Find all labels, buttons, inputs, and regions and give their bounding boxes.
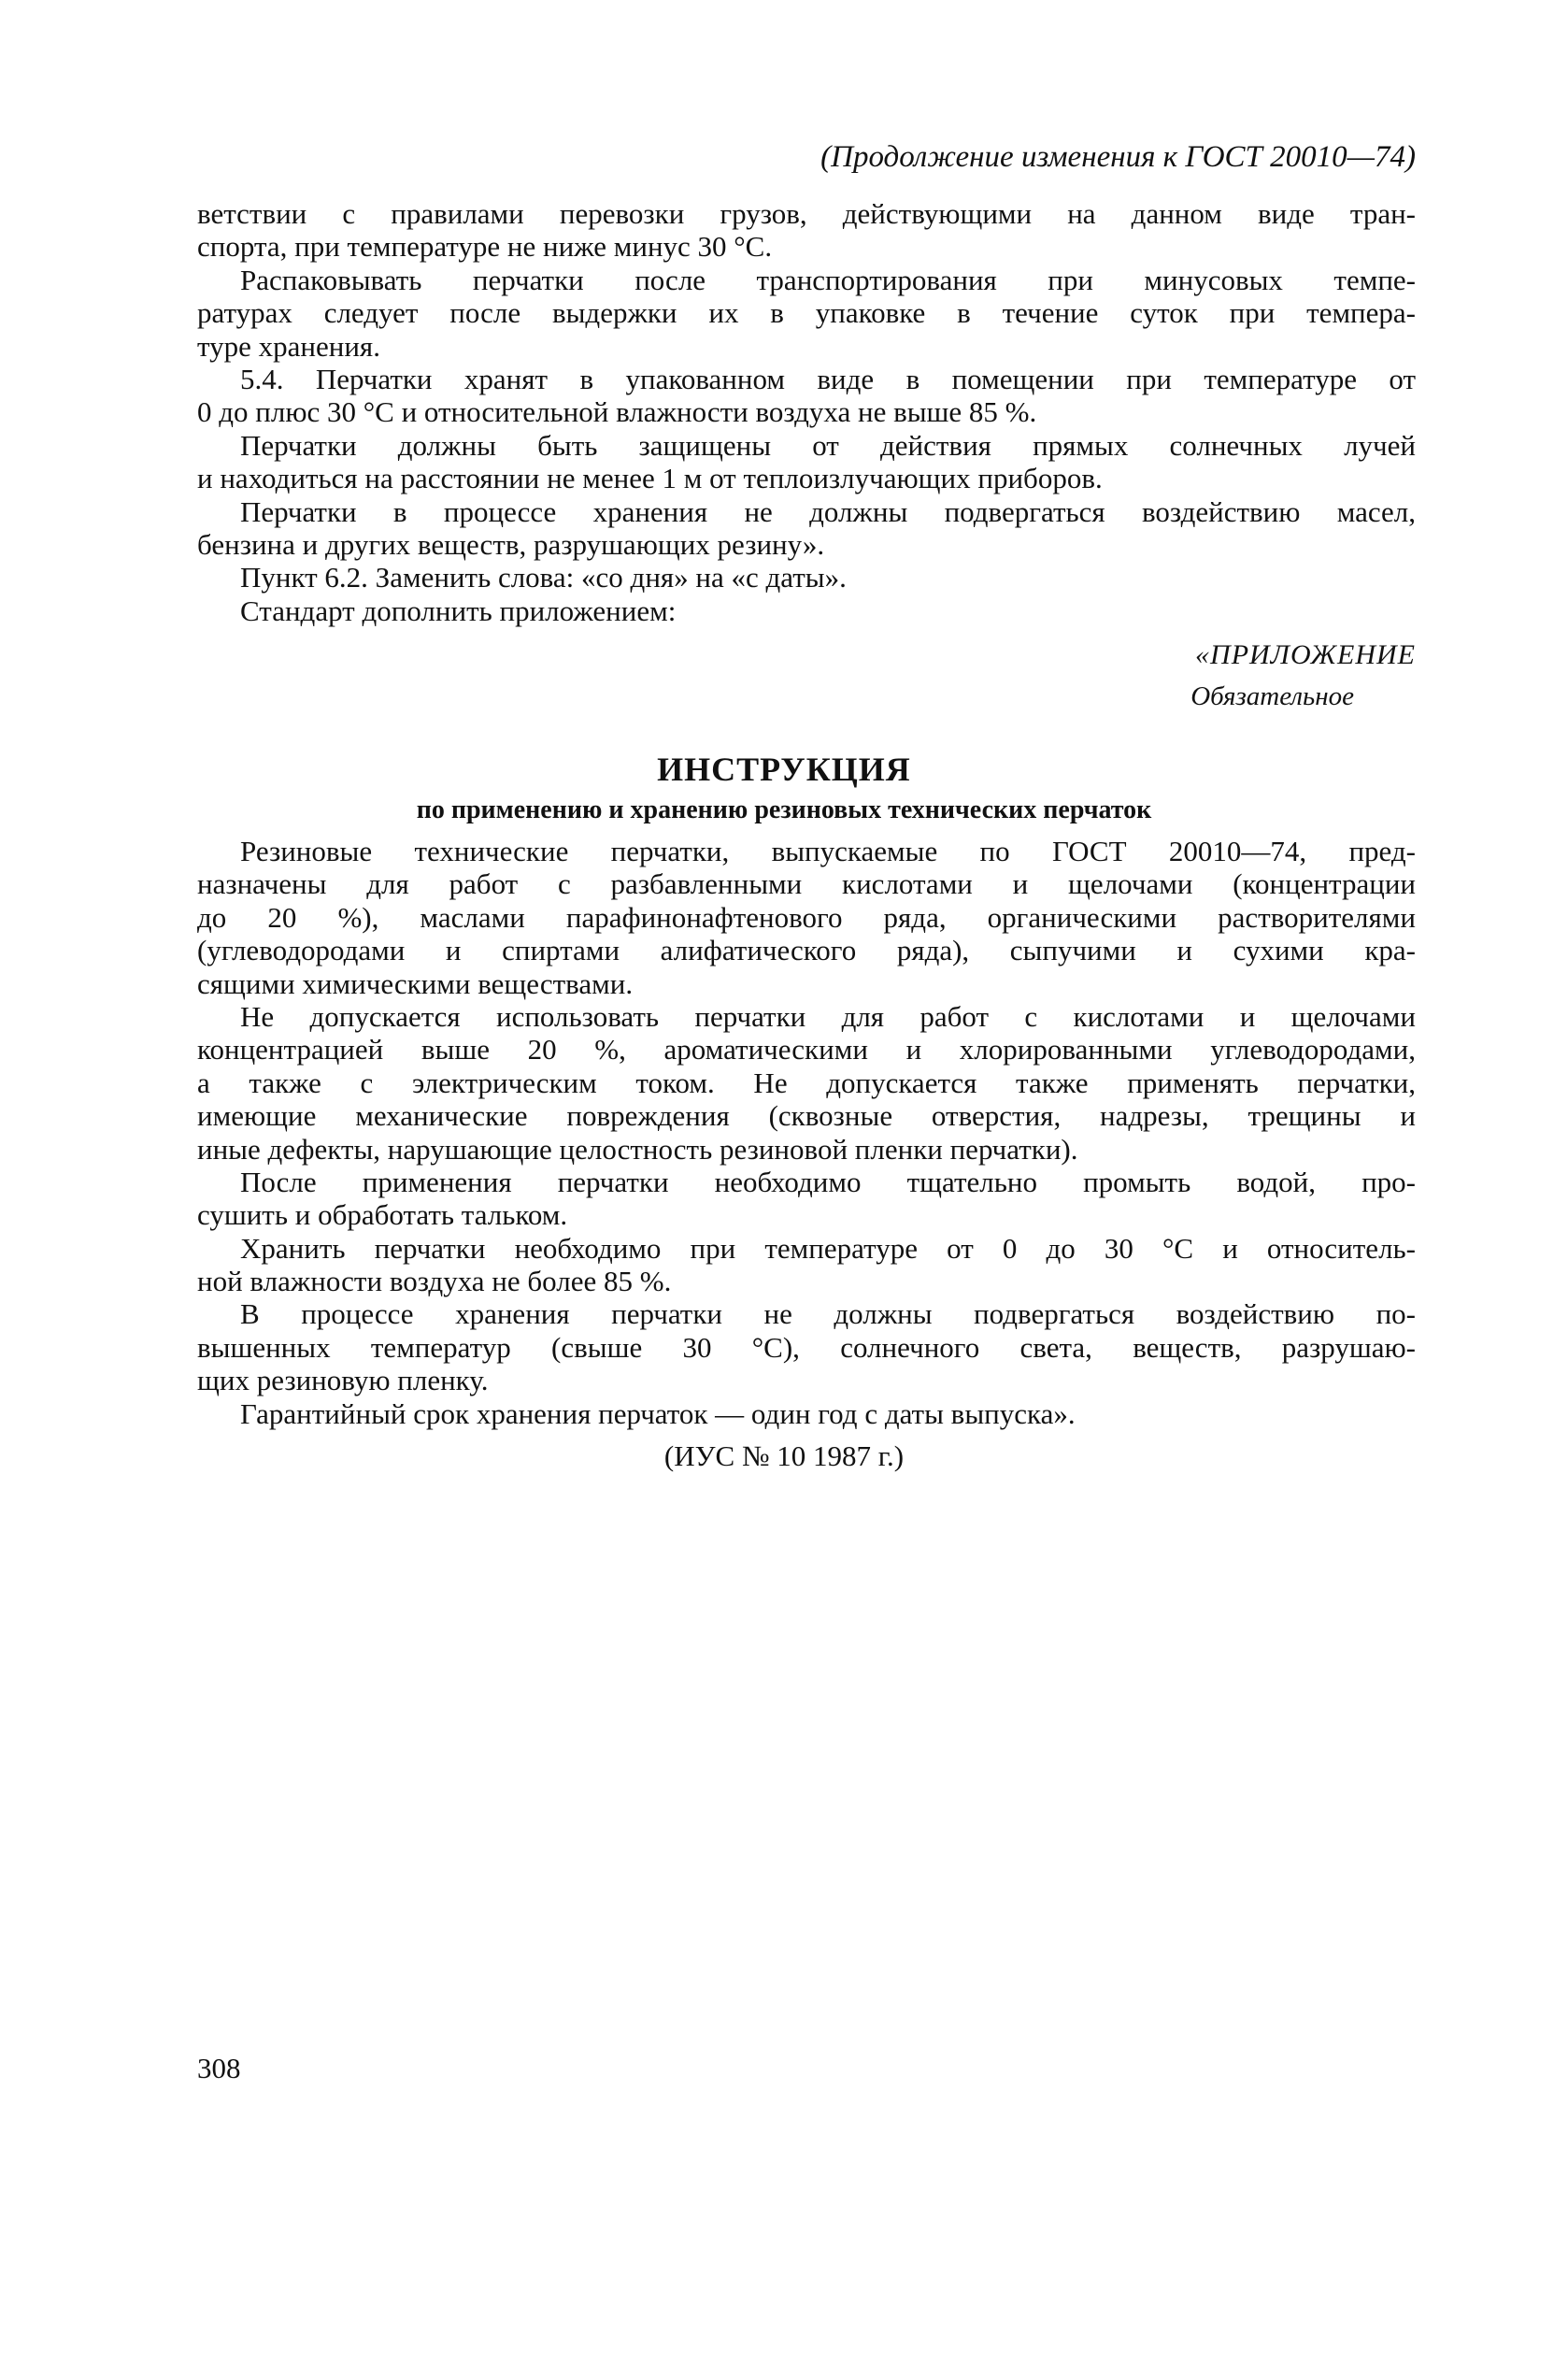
text-line: Перчатки в процессе хранения не должны подвергаться воздействию масел,	[240, 494, 1416, 528]
text-line: щих резиновую пленку.	[197, 1364, 489, 1397]
paragraph	[197, 363, 1416, 429]
paragraph	[197, 197, 1416, 264]
text-line: концентрацией выше 20 %, ароматическими и хлорированными углеводородами,	[197, 1033, 1416, 1066]
text-line: имеющие механические повреждения (сквозные отверстия, надрезы, трещины и	[197, 1099, 1416, 1133]
source-reference: (ИУС № 10 1987 г.)	[663, 1439, 905, 1472]
text-line: Не допускается использовать перчатки для работ с кислотами и щелочами	[240, 999, 1416, 1033]
text-line: а также с электрическим током. Не допускается также применять перчатки,	[197, 1066, 1416, 1099]
text-line: ной влажности воздуха не более 85 %.	[197, 1265, 672, 1298]
text-line: Резиновые технические перчатки, выпускаемые по ГОСТ 20010—74, пред-	[240, 835, 1416, 867]
text-line: туре хранения.	[197, 329, 380, 363]
text-line: назначены для работ с разбавленными кислотами и щелочами (концентрации	[197, 867, 1416, 901]
paragraph	[197, 495, 1416, 562]
text-line: спорта, при температуре не ниже минус 30 °С.	[197, 230, 773, 264]
paragraph	[197, 1232, 1416, 1298]
text-line: (углеводородами и спиртами алифатического ряда), сыпучими и сухими кра-	[197, 934, 1416, 967]
instruction-title: ИНСТРУКЦИЯ	[657, 751, 911, 788]
paragraph	[197, 561, 1416, 594]
text-line: вышенных температур (свыше 30 °С), солнечного света, веществ, разрушаю-	[197, 1330, 1416, 1364]
text-line: После применения перчатки необходимо тщательно промыть водой, про-	[240, 1165, 1416, 1198]
amendment-text	[197, 197, 1416, 627]
paragraph	[197, 1397, 1416, 1430]
page-number: 308	[197, 2052, 241, 2084]
text-line: 0 до плюс 30 °С и относительной влажности воздуха не выше 85 %.	[197, 395, 1037, 429]
text-line: сушить и обработать тальком.	[197, 1198, 568, 1232]
text-line: Стандарт дополнить приложением:	[240, 594, 677, 627]
running-header: (Продолжение изменения к ГОСТ 20010—74)	[820, 140, 1416, 174]
text-line: ратурах следует после выдержки их в упаковке в течение суток при темпера-	[197, 296, 1416, 330]
text-line: бензина и других веществ, разрушающих резину».	[197, 527, 825, 561]
paragraph	[197, 1000, 1416, 1166]
instruction-text	[197, 835, 1416, 1430]
text-line: Хранить перчатки необходимо при температуре от 0 до 30 °С и относитель-	[240, 1231, 1416, 1265]
text-line: Гарантийный срок хранения перчаток — один год с даты выпуска».	[240, 1396, 1076, 1430]
paragraph	[197, 429, 1416, 495]
paragraph	[197, 264, 1416, 363]
text-line: ветствии с правилами перевозки грузов, действующими на данном виде тран-	[197, 197, 1416, 230]
paragraph	[197, 835, 1416, 1000]
text-line: иные дефекты, нарушающие целостность резиновой пленки перчатки).	[197, 1132, 1078, 1166]
instruction-subtitle: по применению и хранению резиновых технических перчаток	[416, 795, 1152, 824]
text-line: 5.4. Перчатки хранят в упакованном виде в помещении при температуре от	[240, 362, 1416, 395]
text-line: сящими химическими веществами.	[197, 966, 634, 1000]
text-line: Перчатки должны быть защищены от действия прямых солнечных лучей	[240, 428, 1416, 462]
paragraph	[197, 1166, 1416, 1232]
text-line: Пункт 6.2. Заменить слова: «со дня» на «с даты».	[240, 561, 847, 594]
paragraph	[197, 594, 1416, 627]
text-line: Распаковывать перчатки после транспортирования при минусовых темпе-	[240, 263, 1416, 296]
appendix-type: Обязательное	[1190, 681, 1354, 711]
text-line: В процессе хранения перчатки не должны подвергаться воздействию по-	[240, 1297, 1416, 1331]
text-line: и находиться на расстоянии не менее 1 м от теплоизлучающих приборов.	[197, 462, 1103, 495]
paragraph	[197, 1297, 1416, 1396]
appendix-label: «ПРИЛОЖЕНИЕ	[1195, 639, 1416, 670]
text-line: до 20 %), маслами парафинонафтенового ряда, органическими растворителями	[197, 900, 1416, 934]
